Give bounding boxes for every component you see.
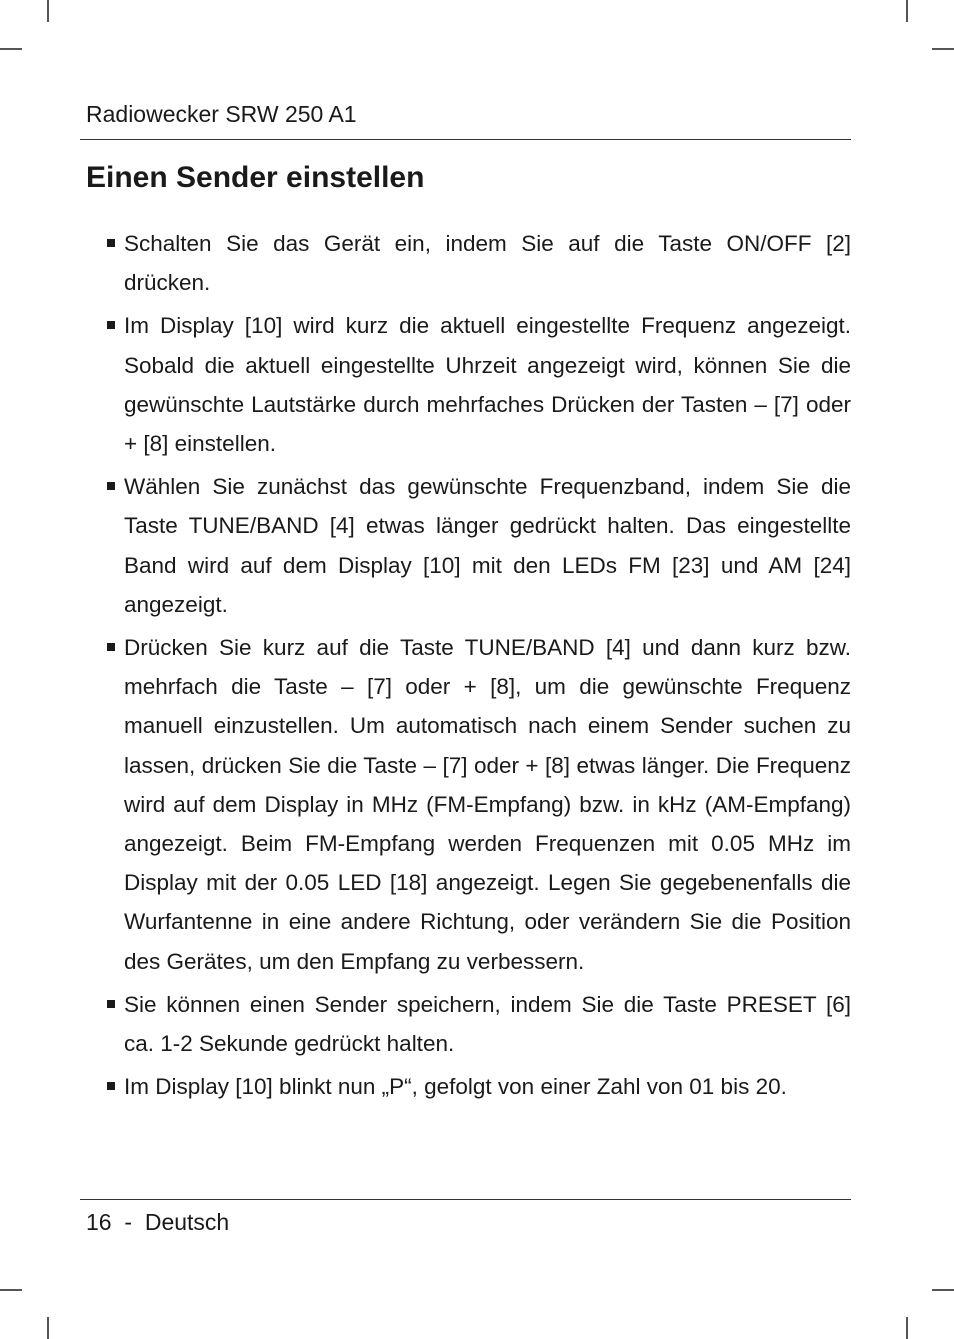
footer-separator: - bbox=[124, 1209, 133, 1235]
crop-mark bbox=[932, 1289, 954, 1291]
bullet-icon bbox=[107, 1000, 115, 1008]
header-rule bbox=[80, 139, 851, 140]
page-number: 16 bbox=[86, 1209, 112, 1235]
bullet-icon bbox=[107, 1082, 115, 1090]
running-header: Radiowecker SRW 250 A1 bbox=[86, 101, 357, 127]
footer-language: Deutsch bbox=[144, 1209, 230, 1235]
page-footer bbox=[86, 1208, 229, 1236]
crop-mark bbox=[47, 1317, 49, 1339]
crop-mark bbox=[906, 0, 908, 22]
list-item bbox=[86, 1067, 851, 1106]
list-item bbox=[86, 628, 851, 981]
list-item-text: Sie können einen Sender speichern, indem Sie die Taste PRESET [6] ca. 1-2 Sekunde gedrückt halten. bbox=[124, 991, 851, 1057]
crop-mark bbox=[0, 1289, 22, 1291]
bullet-icon bbox=[107, 239, 115, 247]
list-item bbox=[86, 224, 851, 302]
list-item bbox=[86, 467, 851, 624]
list-item-text: Schalten Sie das Gerät ein, indem Sie auf die Taste ON/OFF [2] drücken. bbox=[124, 231, 851, 296]
footer-rule bbox=[80, 1199, 851, 1200]
crop-mark bbox=[47, 0, 49, 22]
list-item bbox=[86, 306, 851, 463]
crop-mark bbox=[0, 48, 22, 50]
instruction-list bbox=[86, 224, 851, 1110]
crop-mark bbox=[906, 1317, 908, 1339]
list-item-text: Drücken Sie kurz auf die Taste TUNE/BAND [4] und dann kurz bzw. mehrfach die Taste – [7] oder + [8], um die gewünschte Frequenz manuell einzustellen. Um automatisch nach einem Sender suchen zu lassen, drücken Sie die Taste – [7] oder + [8] etwas länger. Die Frequenz wird auf dem Display in MHz (FM-Empfang) bzw. in kHz (AM-Empfang) angezeigt. Beim FM-Empfang werden Frequenzen mit 0.05 MHz im Display mit der 0.05 LED [18] angezeigt. Legen Sie gegebenenfalls die Wurfantenne in eine andere Richtung, oder verändern Sie die Position des Gerätes, um den Empfang zu verbessern. bbox=[124, 635, 851, 974]
list-item-text: Im Display [10] blinkt nun „P“, gefolgt von einer Zahl von 01 bis 20. bbox=[124, 1074, 787, 1100]
bullet-icon bbox=[107, 321, 115, 329]
list-item-text: Wählen Sie zunächst das gewünschte Frequenzband, indem Sie die Taste TUNE/BAND [4] etwas länger gedrückt halten. Das eingestellte Band wird auf dem Display [10] mit den LEDs FM [23] und AM [24] angezeigt. bbox=[124, 474, 851, 617]
bullet-icon bbox=[107, 643, 115, 651]
section-title: Einen Sender einstellen bbox=[86, 161, 425, 194]
crop-mark bbox=[932, 48, 954, 50]
list-item-text: Im Display [10] wird kurz die aktuell eingestellte Frequenz angezeigt. Sobald die aktuell eingestellte Uhrzeit angezeigt wird, können Sie die gewünschte Lautstärke durch mehrfaches Drücken der Tasten – [7] oder + [8] einstellen. bbox=[124, 313, 851, 457]
bullet-icon bbox=[107, 482, 115, 490]
list-item bbox=[86, 985, 851, 1063]
